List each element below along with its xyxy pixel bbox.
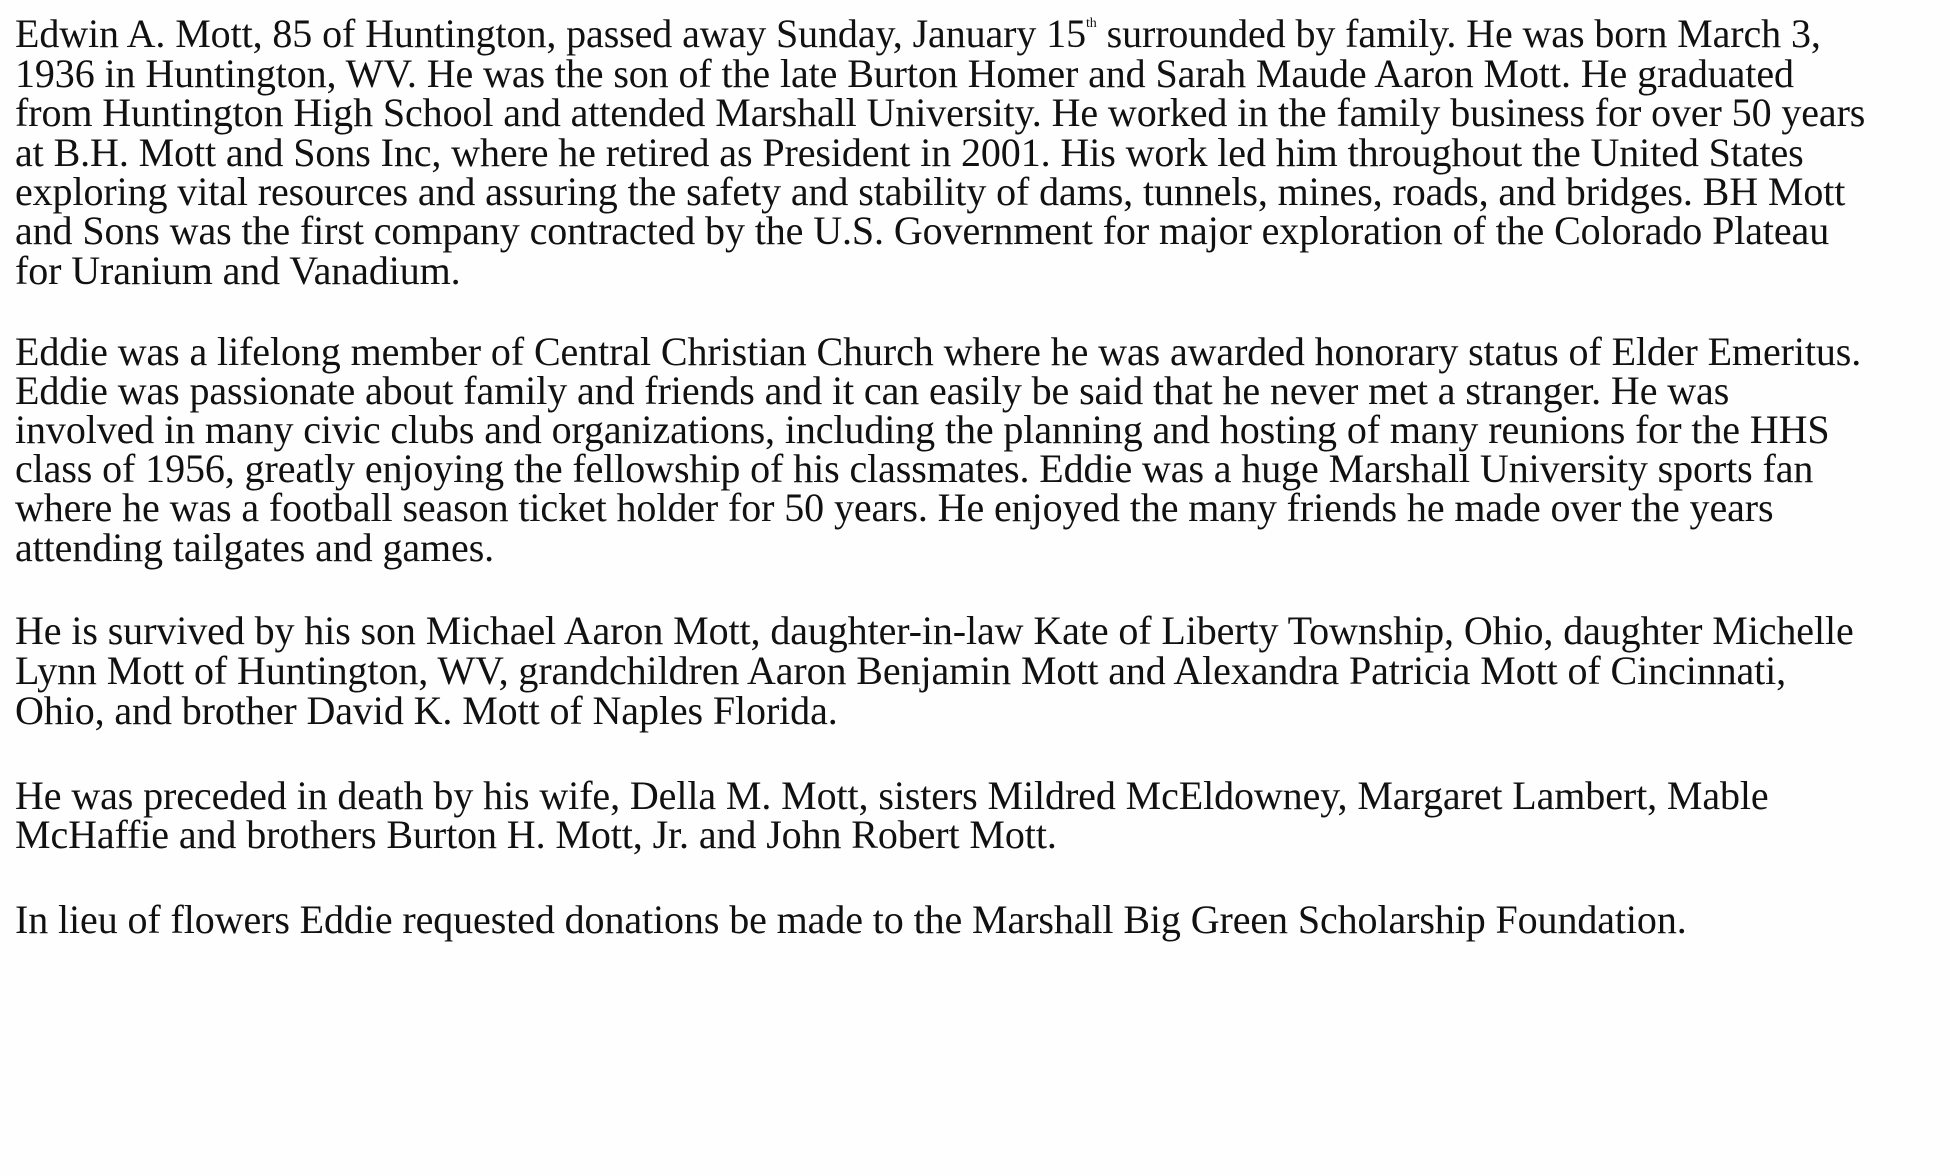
text-line: He was preceded in death by his wife, Della M. Mott, sisters Mildred McEldowney, Margaret Lambert, Mable (15, 773, 1769, 818)
text-line: for Uranium and Vanadium. (15, 248, 461, 293)
text-segment: Edwin A. Mott, 85 of Huntington, passed away Sunday, January 15 (15, 11, 1086, 56)
text-line: He is survived by his son Michael Aaron Mott, daughter-in-law Kate of Liberty Township, Ohio, daughter Michelle (15, 608, 1854, 653)
text-line: McHaffie and brothers Burton H. Mott, Jr. and John Robert Mott. (15, 812, 1057, 857)
ordinal-suffix: th (1086, 16, 1097, 31)
text-line: Eddie was passionate about family and friends and it can easily be said that he never met a stranger. He was (15, 368, 1730, 413)
text-line: Lynn Mott of Huntington, WV, grandchildren Aaron Benjamin Mott and Alexandra Patricia Mott of Cincinnati, (15, 648, 1787, 693)
text-line: at B.H. Mott and Sons Inc, where he retired as President in 2001. His work led him throughout the United States (15, 130, 1804, 175)
text-line: class of 1956, greatly enjoying the fellowship of his classmates. Eddie was a huge Marshall University sports fan (15, 446, 1814, 491)
text-line: from Huntington High School and attended Marshall University. He worked in the family business for over 50 years (15, 90, 1866, 135)
text-line: In lieu of flowers Eddie requested donations be made to the Marshall Big Green Scholarship Foundation. (15, 897, 1687, 942)
text-line: exploring vital resources and assuring the safety and stability of dams, tunnels, mines, roads, and bridges. BH Mott (15, 169, 1846, 214)
text-line: Ohio, and brother David K. Mott of Naples Florida. (15, 688, 838, 733)
text-line: involved in many civic clubs and organizations, including the planning and hosting of many reunions for the HHS (15, 407, 1830, 452)
text-line: where he was a football season ticket holder for 50 years. He enjoyed the many friends he made over the years (15, 485, 1774, 530)
text-line: and Sons was the first company contracted by the U.S. Government for major exploration of the Colorado Plateau (15, 208, 1830, 253)
text-line: Eddie was a lifelong member of Central Christian Church where he was awarded honorary status of Elder Emeritus. (15, 329, 1862, 374)
text-line: attending tailgates and games. (15, 525, 495, 570)
text-line: 1936 in Huntington, WV. He was the son of the late Burton Homer and Sarah Maude Aaron Mott. He graduated (15, 51, 1794, 96)
text-segment: surrounded by family. He was born March 3, (1096, 11, 1821, 56)
